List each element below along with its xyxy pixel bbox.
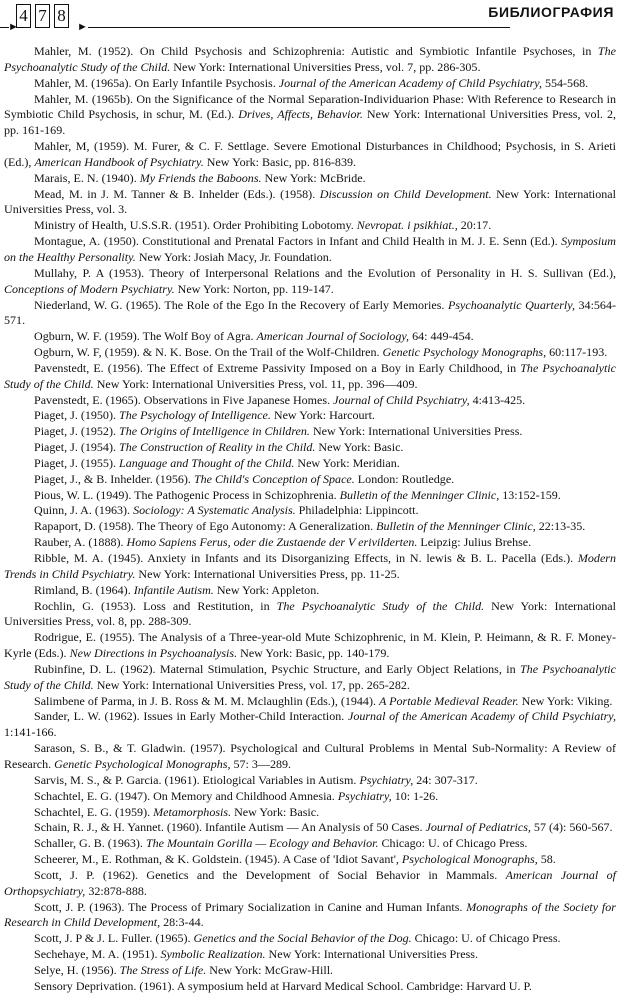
- entry-text: New York: International Universities Press, vol. 11, pp. 396—409.: [93, 376, 418, 391]
- entry-text: 34:564-571.: [4, 297, 616, 328]
- entry-text: Sarason, S. B., & T. Gladwin. (1957). Psychological and Cultural Problems in Mental Sub-Normality: A Review of Research.: [4, 741, 616, 771]
- bibliography-entry: [4, 345, 616, 361]
- arrow-right-icon: ►: [77, 21, 88, 33]
- bibliography-list: [4, 44, 616, 995]
- entry-title: Journal of Pediatrics,: [425, 820, 531, 835]
- entry-text: Schain, R. J., & H. Yannet. (1960). Infantile Autism — An Analysis of 50 Cases.: [34, 820, 426, 835]
- page-number-digit: 8: [54, 4, 69, 28]
- bibliography-entry: [4, 440, 616, 456]
- bibliography-entry: [4, 266, 616, 298]
- entry-text: Mahler, M. (1965b). On the Significance of the Normal Separation-Individuarion Phase: With Reference to Research in Symbiotic Child Psychosis, in schur, M. (Ed.).: [4, 91, 616, 122]
- entry-title: American Journal of Orthopsychiatry,: [4, 867, 616, 898]
- entry-text: Rubinfine, D. L. (1962). Maternal Stimulation, Psychic Structure, and Early Object Relations, in: [34, 661, 520, 676]
- page-number-digit: 4: [16, 4, 31, 28]
- bibliography-entry: [4, 836, 616, 852]
- entry-text: Sensory Deprivation. (1961). A symposium held at Harvard Medical School. Cambridge: Harvard U. P.: [34, 978, 532, 993]
- bibliography-entry: [4, 789, 616, 805]
- page-header: [0, 0, 620, 36]
- entry-text: 1:141-166.: [4, 725, 57, 740]
- bibliography-entry: [4, 630, 616, 662]
- entry-text: Ogburn, W. F. (1959). The Wolf Boy of Agra.: [34, 329, 257, 344]
- entry-text: Ribble, M. A. (1945). Anxiety in Infants and its Disorganizing Effects, in N. lewis & B. L. Pacella (Eds.).: [34, 551, 578, 565]
- entry-title: My Friends the Baboons.: [139, 170, 262, 185]
- entry-title: Psychiatry,: [359, 772, 414, 787]
- entry-title: Nevropat. i psikhiat.,: [356, 218, 458, 233]
- entry-text: 22:13-35.: [535, 519, 586, 534]
- entry-text: Mahler, M. (1965a). On Early Infantile Psychosis.: [34, 75, 279, 90]
- entry-text: 58.: [537, 852, 556, 867]
- header-rule: [88, 27, 510, 28]
- bibliography-entry: [4, 456, 616, 472]
- entry-text: New York: International Universities Press, vol. 7, pp. 286-305.: [170, 59, 481, 74]
- bibliography-entry: [4, 393, 616, 409]
- bibliography-entry: [4, 424, 616, 440]
- entry-title: American Journal of Sociology,: [256, 329, 410, 344]
- bibliography-entry: [4, 361, 616, 393]
- entry-title: The Psychoanalytic Study of the Child.: [4, 661, 616, 692]
- entry-text: Schaller, G. B. (1963).: [34, 836, 146, 851]
- entry-title: Journal of the American Academy of Child Psychiatry,: [278, 75, 542, 90]
- arrow-right-icon: ►: [8, 21, 19, 33]
- entry-text: Scheerer, M., E. Rothman, & K. Goldstein. (1945). A Case of 'Idiot Savant',: [34, 852, 402, 867]
- bibliography-entry: [4, 76, 616, 92]
- bibliography-entry: [4, 218, 616, 234]
- entry-text: 64: 449-454.: [409, 329, 474, 344]
- entry-title: Journal of Child Psychiatry,: [333, 392, 470, 407]
- entry-text: New York: International Universities Press, vol. 17, pp. 265-282.: [93, 677, 410, 692]
- entry-text: New York: International Universities Press, vol. 8, pp. 288-309.: [4, 598, 616, 629]
- entry-text: New York: Basic, pp. 816-839.: [203, 154, 357, 169]
- entry-text: New York: International Universities Press.: [309, 424, 523, 439]
- bibliography-entry: [4, 868, 616, 900]
- entry-text: Pavenstedt, E. (1965). Observations in Five Japanese Homes.: [34, 392, 334, 407]
- entry-text: Ministry of Health, U.S.S.R. (1951). Order Prohibiting Lobotomy.: [34, 218, 357, 233]
- entry-text: 60:117-193.: [546, 345, 608, 360]
- entry-title: Metamorphosis.: [153, 804, 232, 819]
- entry-title: Bulletin of the Menninger Clinic,: [376, 519, 536, 534]
- bibliography-entry: [4, 187, 616, 219]
- bibliography-entry: [4, 408, 616, 424]
- entry-text: Mullahy, P. A (1953). Theory of Interpersonal Relations and the Evolution of Personality in H. S. Sullivan (Ed.),: [34, 265, 616, 280]
- entry-text: 13:152-159.: [499, 487, 561, 502]
- entry-title: Bulletin of the Menninger Clinic,: [339, 487, 500, 502]
- entry-title: American Handbook of Psychiatry.: [34, 154, 204, 169]
- entry-text: Rochlin, G. (1953). Loss and Restitution, in: [34, 598, 277, 613]
- entry-title: The Psychoanalytic Study of the Child.: [276, 598, 485, 613]
- entry-text: New York: Appleton.: [213, 582, 320, 597]
- entry-text: New York: Harcourt.: [270, 408, 375, 423]
- entry-title: Psychoanalytic Quarterly,: [447, 297, 575, 312]
- bibliography-entry: [4, 234, 616, 266]
- entry-text: 57 (4): 560-567.: [530, 820, 613, 835]
- entry-title: Genetic Psychological Monographs,: [54, 756, 231, 771]
- entry-text: Rodrigue, E. (1955). The Analysis of a Three-year-old Mute Schizophrenic, in M. Klein, P. Heimann, & R. F. Money-Kyrle (Eds.).: [4, 630, 616, 661]
- entry-text: Piaget, J. (1950).: [34, 408, 119, 423]
- entry-text: 24: 307-317.: [413, 772, 478, 787]
- bibliography-entry: [4, 488, 616, 504]
- entry-title: Discussion on Child Development.: [319, 186, 492, 201]
- entry-text: Ogburn, W. F, (1959). & N. K. Bose. On the Trail of the Wolf-Children.: [34, 345, 383, 360]
- bibliography-entry: [4, 662, 616, 694]
- bibliography-entry: [4, 773, 616, 789]
- entry-title: Sociology: A Systematic Analysis.: [133, 503, 296, 518]
- entry-text: New York: Viking.: [518, 693, 613, 708]
- entry-text: Rapaport, D. (1958). The Theory of Ego Autonomy: A Generalization.: [34, 519, 377, 534]
- bibliography-entry: [4, 599, 616, 631]
- entry-title: The Origins of Intelligence in Children.: [119, 424, 310, 439]
- entry-title: Journal of the American Academy of Child Psychiatry,: [347, 709, 617, 724]
- entry-title: The Psychoanalytic Study of the Child.: [4, 360, 616, 391]
- entry-title: Genetics and the Social Behavior of the Dog.: [193, 931, 412, 946]
- section-title: БИБЛИОГРАФИЯ: [488, 4, 614, 20]
- entry-text: 4:413-425.: [469, 392, 526, 407]
- entry-text: Schachtel, E. G. (1959).: [34, 804, 154, 819]
- bibliography-entry: [4, 900, 616, 932]
- entry-text: Mahler, M, (1959). M. Furer, & C. F. Settlage. Severe Emotional Disturbances in Childhood; Psychosis, in S. Arieti (Ed.),: [4, 139, 616, 169]
- entry-text: Chicago: U. of Chicago Press.: [411, 931, 561, 946]
- entry-text: Piaget, J., & B. Inhelder. (1956).: [34, 471, 194, 486]
- bibliography-entry: [4, 709, 616, 741]
- bibliography-entry: [4, 503, 616, 519]
- entry-text: Rauber, A. (1888).: [34, 535, 127, 550]
- entry-text: New York: McGraw-Hill.: [206, 962, 334, 977]
- entry-text: New York: International Universities Press, vol. 2, pp. 161-169.: [4, 107, 616, 138]
- entry-title: Psychological Monographs,: [401, 852, 538, 867]
- bibliography-entry: [4, 805, 616, 821]
- entry-text: New York: McBride.: [261, 170, 366, 185]
- entry-text: Selye, H. (1956).: [34, 962, 120, 977]
- entry-text: Scott, J. P. (1963). The Process of Primary Socialization in Canine and Human Infants.: [34, 899, 467, 914]
- entry-text: New York: Basic.: [231, 804, 320, 819]
- entry-text: Scott, J. P. (1962). Genetics and the Development of Social Behavior in Mammals.: [34, 867, 506, 882]
- bibliography-entry: [4, 92, 616, 140]
- entry-text: Rimland, B. (1964).: [34, 582, 134, 597]
- entry-title: The Mountain Gorilla — Ecology and Behavior.: [145, 836, 379, 851]
- entry-text: Piaget, J. (1955).: [34, 455, 119, 470]
- entry-title: Infantile Autism.: [133, 582, 214, 597]
- bibliography-entry: [4, 519, 616, 535]
- bibliography-entry: [4, 583, 616, 599]
- entry-text: Piaget, J. (1954).: [34, 440, 119, 455]
- bibliography-entry: [4, 44, 616, 76]
- entry-text: New York: International Universities Press.: [265, 947, 478, 962]
- entry-text: Mead, M. in J. M. Tanner & B. Inhelder (Eds.). (1958).: [34, 186, 320, 201]
- entry-title: Symposium on the Healthy Personality.: [4, 234, 616, 264]
- entry-text: New York: Basic, pp. 140-179.: [237, 646, 390, 661]
- bibliography-entry: [4, 931, 616, 947]
- entry-text: New York: International Universities Press, vol. 3.: [4, 186, 617, 217]
- bibliography-entry: [4, 171, 616, 187]
- entry-text: 28:3-44.: [160, 915, 204, 930]
- entry-text: Scott, J. P & J. L. Fuller. (1965).: [34, 931, 194, 946]
- bibliography-entry: [4, 852, 616, 868]
- entry-text: 10: 1-26.: [391, 788, 439, 803]
- entry-title: Drives, Affects, Behavior.: [238, 107, 363, 122]
- entry-text: Quinn, J. A. (1963).: [34, 503, 134, 518]
- entry-text: Piaget, J. (1952).: [34, 424, 119, 439]
- entry-text: London: Routledge.: [354, 471, 455, 486]
- entry-title: The Stress of Life.: [119, 962, 207, 977]
- bibliography-entry: [4, 963, 616, 979]
- entry-text: Niederland, W. G. (1965). The Role of the Ego In the Recovery of Early Memories.: [34, 297, 448, 312]
- bibliography-entry: [4, 820, 616, 836]
- entry-text: New York: Meridian.: [294, 455, 400, 470]
- entry-text: Marais, E. N. (1940).: [34, 170, 140, 185]
- entry-title: Monographs of the Society for Research in Child Development,: [4, 899, 616, 930]
- bibliography-entry: [4, 298, 616, 330]
- entry-title: The Psychology of Intelligence.: [119, 408, 271, 423]
- bibliography-entry: [4, 979, 616, 995]
- entry-title: Language and Thought of the Child.: [119, 455, 295, 470]
- bibliography-entry: [4, 139, 616, 171]
- entry-text: New York: International Universities Press, pp. 11-25.: [135, 566, 400, 581]
- entry-text: 32:878-888.: [85, 883, 147, 898]
- entry-text: Sander, L. W. (1962). Issues in Early Mother-Child Interaction.: [34, 709, 348, 724]
- entry-text: Sechehaye, M. A. (1951).: [34, 947, 161, 962]
- entry-title: Psychiatry,: [337, 788, 392, 803]
- entry-text: New York: Josiah Macy, Jr. Foundation.: [135, 249, 332, 264]
- entry-text: 57: 3—289.: [230, 756, 292, 771]
- entry-text: 20:17.: [457, 218, 492, 233]
- bibliography-entry: [4, 694, 616, 710]
- bibliography-entry: [4, 741, 616, 773]
- bibliography-entry: [4, 947, 616, 963]
- entry-text: Chicago: U. of Chicago Press.: [378, 836, 528, 851]
- entry-text: New York: Basic.: [315, 440, 404, 455]
- entry-text: Leipzig: Julius Brehse.: [417, 535, 532, 550]
- entry-text: 554-568.: [541, 75, 589, 90]
- entry-title: Homo Sapiens Ferus, oder die Zustaende der V erivilderten.: [126, 535, 418, 550]
- entry-text: Philadelphia: Lippincott.: [295, 503, 419, 518]
- entry-text: New York: Norton, pp. 119-147.: [174, 281, 334, 296]
- bibliography-entry: [4, 329, 616, 345]
- entry-text: Montague, A. (1950). Constitutional and Prenatal Factors in Infant and Child Health in M. J. E. Senn (Ed.).: [34, 234, 562, 249]
- entry-title: Conceptions of Modern Psychiatry.: [4, 281, 175, 296]
- entry-text: Sarvis, M. S., & P. Garcia. (1961). Etiological Variables in Autism.: [34, 772, 360, 787]
- bibliography-entry: [4, 535, 616, 551]
- entry-text: Salimbene of Parma, in J. B. Ross & M. M. Mclaughlin (Eds.), (1944).: [34, 693, 379, 708]
- bibliography-entry: [4, 551, 616, 583]
- entry-title: Genetic Psychology Monographs,: [382, 345, 547, 360]
- page-number-digit: 7: [35, 4, 50, 28]
- bibliography-entry: [4, 472, 616, 488]
- entry-text: Pavenstedt, E. (1956). The Effect of Extreme Passivity Imposed on a Boy in Early Childhood, in: [34, 360, 521, 375]
- entry-title: Modern Trends in Child Psychiatry.: [4, 551, 616, 581]
- entry-title: New Directions in Psychoanalysis.: [69, 646, 238, 661]
- entry-text: Schachtel, E. G. (1947). On Memory and Childhood Amnesia.: [34, 788, 338, 803]
- entry-title: The Psychoanalytic Study of the Child.: [4, 44, 616, 74]
- entry-title: The Construction of Reality in the Child.: [119, 440, 316, 455]
- entry-title: Symbolic Realization.: [160, 947, 266, 962]
- entry-text: Pious, W. L. (1949). The Pathogenic Process in Schizophrenia.: [34, 487, 340, 502]
- entry-title: A Portable Medieval Reader.: [378, 693, 519, 708]
- entry-text: Mahler, M. (1952). On Child Psychosis and Schizophrenia: Autistic and Symbiotic Infantile Psychoses, in: [34, 44, 598, 58]
- entry-title: The Child's Conception of Space.: [193, 471, 355, 486]
